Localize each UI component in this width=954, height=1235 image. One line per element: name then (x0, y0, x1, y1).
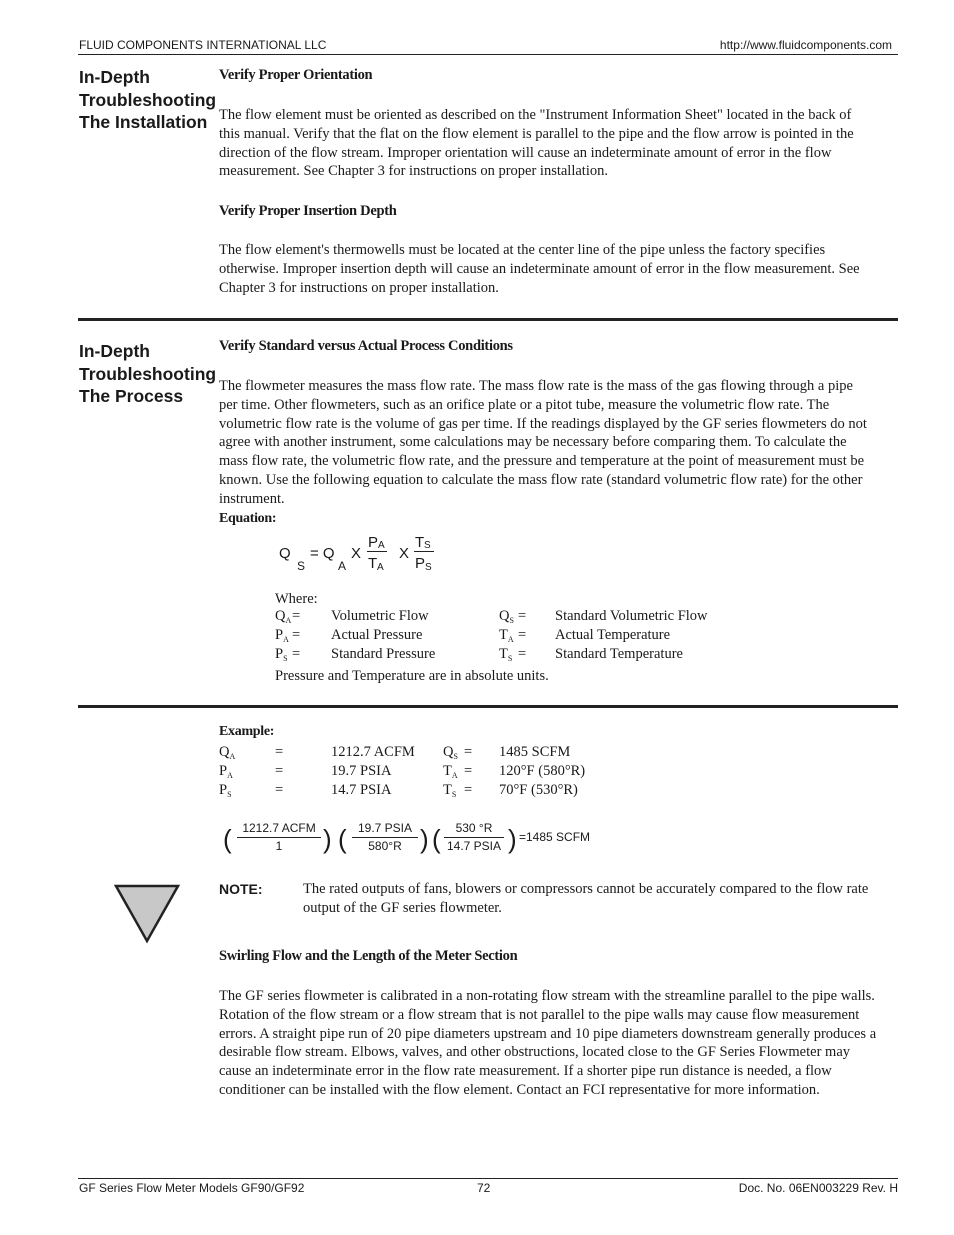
example-equals: = (464, 744, 473, 760)
footer-divider (78, 1178, 898, 1179)
where-table (275, 608, 755, 668)
footer-doc-number: Doc. No. 06EN003229 Rev. H (738, 1181, 898, 1195)
side-heading-installation (79, 66, 216, 134)
note-label: NOTE: (219, 881, 263, 897)
where-equals: = (518, 608, 527, 624)
note-text: The rated outputs of fans, blowers or compressors cannot be accurately compared to the flow rate output of the GF series flowmeter. (303, 881, 869, 916)
side-heading-line: In-Depth (79, 341, 150, 361)
fraction-bar (414, 551, 434, 552)
subheading-insertion-depth: Verify Proper Insertion Depth (219, 203, 397, 219)
side-heading-line: The Installation (79, 112, 208, 132)
equation-sub: A (378, 540, 385, 551)
where-description: Volumetric Flow (331, 608, 429, 624)
where-equals: = (292, 627, 301, 643)
where-symbol: $T_A$ (499, 627, 514, 644)
equation-sub: S (297, 559, 306, 573)
where-symbol: $Q_S$ (499, 608, 514, 625)
example-value: 70°F (530°R) (499, 782, 578, 798)
section-divider (78, 318, 898, 321)
calculation-result: =1485 SCFM (519, 830, 591, 844)
example-calculation (219, 818, 599, 858)
where-description: Actual Pressure (331, 627, 423, 643)
example-equals: = (275, 782, 284, 798)
open-paren: ( (432, 824, 441, 854)
example-equals: = (464, 763, 473, 779)
where-symbol: $P_S$ (275, 646, 288, 663)
where-equals: = (518, 627, 527, 643)
equation-sub: S (424, 540, 431, 551)
fraction-numerator: 530 °R (455, 821, 493, 835)
warning-triangle-icon (114, 884, 180, 944)
footer-model: GF Series Flow Meter Models GF90/GF92 (79, 1181, 305, 1195)
units-note: Pressure and Temperature are in absolute units. (275, 668, 549, 684)
equation-sub: A (338, 559, 347, 573)
example-symbol: $T_S$ (443, 782, 457, 799)
fraction-flow (237, 820, 321, 855)
example-equals: = (464, 782, 473, 798)
fraction-denominator: 14.7 PSIA (446, 839, 502, 853)
equation-ts: T (415, 534, 425, 551)
paragraph-process: The flowmeter measures the mass flow rate. The mass flow rate is the mass of the gas flowing through a pipe per time. Other flowmeters, such as an orifice plate or a pitot tube, measure the volumetric flow rate. The volumetric flow rate is the volume of gas per time. If the readings displayed by the GF series flowmeters do not agree with another instrument, some calculations may be necessary before comparing them. To calculate the mass flow rate, the volumetric flow rate, and the pressure and temperature at the point of measurement must be known. Use the following equation to calculate the mass flow rate (standard volumetric flow rate) for the other instrument. (219, 378, 867, 507)
close-paren: ) (323, 824, 332, 854)
open-paren: ( (223, 824, 232, 854)
equation-q: Q (279, 545, 291, 562)
fraction-denominator: 1 (275, 839, 283, 853)
fraction-temperature (444, 820, 504, 855)
page-number: 72 (477, 1181, 491, 1195)
where-symbol: $T_S$ (499, 646, 513, 663)
example-value: 1485 SCFM (499, 744, 571, 760)
example-value: 14.7 PSIA (331, 782, 392, 798)
side-heading-line: Troubleshooting (79, 89, 217, 110)
header-url: http://www.fluidcomponents.com (719, 38, 892, 52)
section-divider (78, 705, 898, 708)
side-heading-line: The Process (79, 386, 184, 406)
where-equals: = (518, 646, 527, 662)
example-symbol: $P_S$ (219, 782, 232, 799)
header-company: FLUID COMPONENTS INTERNATIONAL LLC (79, 38, 327, 52)
paragraph-insertion-depth: The flow element's thermowells must be located at the center line of the pipe unless the factory specifies otherwise. Improper insertion depth will cause an indeterminate amount of error in the flow measurement. See Chapter 3 for instructions on proper installation. (219, 242, 860, 296)
equation-sub: S (425, 562, 432, 573)
fraction-numerator: 19.7 PSIA (357, 821, 413, 835)
paragraph-orientation: The flow element must be oriented as described on the "Instrument Information Sheet" located in the back of this manual. Verify that the flat on the flow element is parallel to the pipe and the flow arrow is pointed in the direction of the flow stream. Improper orientation will cause an indeterminate amount of error in the flow measurement. See Chapter 3 for instructions on proper installation. (219, 107, 854, 180)
equation-equals-q: = Q (310, 545, 335, 562)
fraction-pressure (352, 820, 418, 855)
equation-label: Equation: (219, 511, 277, 526)
flow-equation (279, 533, 479, 578)
where-symbol: $P_A$ (275, 627, 289, 644)
example-equals: = (275, 744, 284, 760)
where-description: Actual Temperature (555, 627, 671, 643)
subheading-orientation: Verify Proper Orientation (219, 67, 373, 83)
example-value: 19.7 PSIA (331, 763, 392, 779)
fraction-bar (367, 551, 387, 552)
equation-times: X (351, 545, 362, 562)
where-equals: = (292, 608, 301, 624)
where-label: Where: (275, 591, 318, 607)
fraction-denominator: 580°R (368, 839, 402, 853)
equation-sub: A (377, 562, 384, 573)
example-label: Example: (219, 724, 275, 739)
fraction-numerator: 1212.7 ACFM (242, 821, 316, 835)
equation-pa: P (368, 534, 379, 551)
header-divider (78, 54, 898, 55)
example-symbol: $Q_A$ (219, 744, 236, 761)
where-symbol: $Q_A$ (275, 608, 292, 625)
side-heading-process (79, 340, 216, 408)
subheading-swirling-flow: Swirling Flow and the Length of the Meter Section (219, 948, 518, 964)
where-equals: = (292, 646, 301, 662)
example-symbol: $P_A$ (219, 763, 233, 780)
close-paren: ) (508, 824, 517, 854)
where-description: Standard Pressure (331, 646, 436, 662)
where-description: Standard Temperature (555, 646, 683, 662)
equation-ta: T (368, 555, 378, 572)
example-symbol: $T_A$ (443, 763, 458, 780)
example-table (219, 744, 639, 804)
example-symbol: $Q_S$ (443, 744, 458, 761)
where-description: Standard Volumetric Flow (555, 608, 708, 624)
example-equals: = (275, 763, 284, 779)
equation-times: X (399, 545, 410, 562)
example-value: 1212.7 ACFM (331, 744, 415, 760)
open-paren: ( (338, 824, 347, 854)
paragraph-swirling-flow: The GF series flowmeter is calibrated in a non-rotating flow stream with the streamline parallel to the pipe walls. Rotation of the flow stream or a flow stream that is not parallel to the pipe walls may cause flow measurement errors. A straight pipe run of 20 pipe diameters upstream and 10 pipe diameters downstream generally produces a desirable flow stream. Elbows, valves, and other obstructions, located close to the GF Series Flowmeter may cause an indeterminate error in the flow rate measurement. If a shorter pipe run distance is needed, a flow conditioner can be installed with the flow element. Contact an FCI representative for more information. (219, 988, 877, 1098)
equation-ps: P (415, 555, 426, 572)
subheading-process-conditions: Verify Standard versus Actual Process Conditions (219, 338, 513, 354)
close-paren: ) (420, 824, 429, 854)
side-heading-line: In-Depth (79, 67, 150, 87)
side-heading-line: Troubleshooting (79, 363, 217, 384)
example-value: 120°F (580°R) (499, 763, 586, 779)
